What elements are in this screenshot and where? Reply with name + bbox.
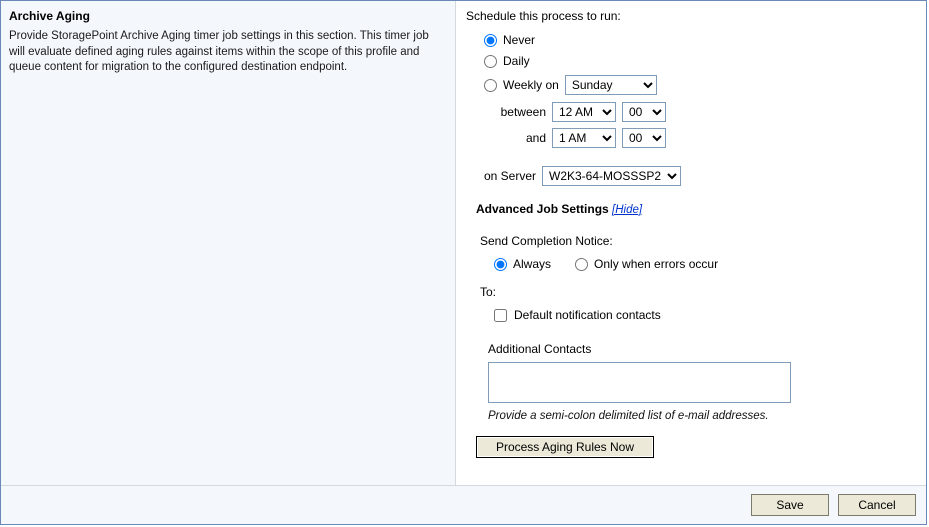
server-row bbox=[470, 166, 916, 186]
section-description: Provide StoragePoint Archive Aging timer job settings in this section. This timer job will evaluate defined aging rules against items within the scope of this profile and queue content for migration to the configured destination endpoint. bbox=[9, 30, 429, 74]
schedule-option-never[interactable] bbox=[484, 33, 916, 47]
weekday-select[interactable] bbox=[565, 75, 657, 95]
between-label: between bbox=[500, 105, 546, 119]
default-contacts-checkbox[interactable] bbox=[494, 309, 507, 322]
notice-label-errors-only: Only when errors occur bbox=[594, 257, 719, 271]
between-hour-select[interactable] bbox=[552, 102, 616, 122]
advanced-settings-header bbox=[476, 202, 916, 216]
section-title: Archive Aging bbox=[9, 9, 90, 23]
between-minute-select[interactable] bbox=[622, 102, 666, 122]
footer-buttons bbox=[751, 494, 916, 516]
notice-radio-always[interactable] bbox=[494, 258, 507, 271]
default-contacts-row[interactable] bbox=[494, 308, 916, 322]
default-contacts-label: Default notification contacts bbox=[514, 308, 661, 322]
send-completion-notice-label: Send Completion Notice: bbox=[480, 234, 613, 248]
cancel-button[interactable]: Cancel bbox=[838, 494, 916, 516]
and-label: and bbox=[525, 131, 546, 145]
schedule-option-daily[interactable] bbox=[484, 54, 916, 68]
notice-options-row bbox=[494, 257, 916, 271]
schedule-label-daily: Daily bbox=[503, 54, 530, 68]
additional-contacts-wrap bbox=[488, 362, 791, 406]
and-minute-select[interactable] bbox=[622, 128, 666, 148]
server-label: on Server bbox=[483, 169, 536, 183]
and-time-row bbox=[484, 128, 916, 148]
advanced-settings-hide-link[interactable]: [Hide] bbox=[612, 204, 643, 216]
advanced-settings-title: Advanced Job Settings bbox=[476, 202, 609, 216]
to-label: To: bbox=[480, 285, 497, 299]
server-select[interactable] bbox=[542, 166, 681, 186]
content-area bbox=[1, 1, 926, 486]
schedule-radio-daily[interactable] bbox=[484, 55, 497, 68]
additional-contacts-label: Additional Contacts bbox=[488, 342, 592, 356]
left-description-pane bbox=[1, 1, 456, 486]
process-aging-rules-now-button[interactable]: Process Aging Rules Now bbox=[476, 436, 654, 458]
schedule-label-never: Never bbox=[503, 33, 536, 47]
schedule-option-weekly[interactable] bbox=[484, 75, 916, 95]
schedule-heading: Schedule this process to run: bbox=[466, 9, 621, 23]
settings-pane bbox=[456, 1, 926, 486]
additional-contacts-textarea[interactable] bbox=[488, 362, 791, 403]
save-button[interactable]: Save bbox=[751, 494, 829, 516]
notice-label-always: Always bbox=[513, 257, 552, 271]
schedule-label-weekly: Weekly on bbox=[503, 78, 559, 92]
schedule-radio-weekly[interactable] bbox=[484, 79, 497, 92]
schedule-radio-never[interactable] bbox=[484, 34, 497, 47]
notice-radio-errors-only[interactable] bbox=[575, 258, 588, 271]
additional-contacts-hint: Provide a semi-colon delimited list of e-mail addresses. bbox=[488, 410, 769, 422]
and-hour-select[interactable] bbox=[552, 128, 616, 148]
between-time-row bbox=[484, 102, 916, 122]
footer-bar bbox=[1, 485, 926, 524]
